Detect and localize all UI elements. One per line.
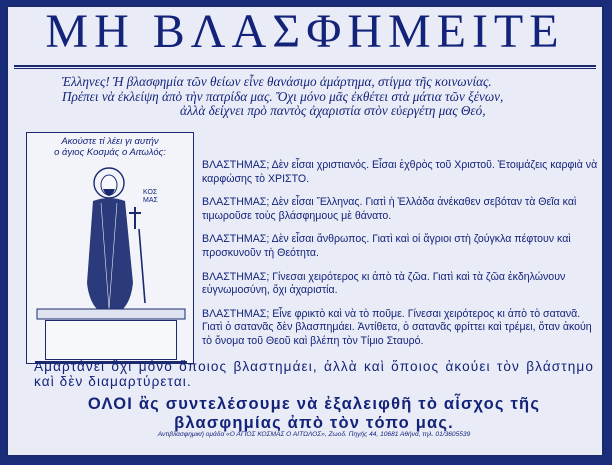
entry-text: Δὲν εἶσαι ἄνθρωπος. Γιατὶ καὶ οἱ ἄγριοι στὴ ζούγκλα πέφτουν καὶ προσκυνοῦν τὴ Θεότητα. [202,233,571,259]
page-title: ΜΗ ΒΛΑΣΦΗΜΕΙΤΕ [45,5,565,58]
picture-caption-line-1: Ακούστε τί λέει γι αυτήν [61,136,159,147]
entry-text: Γίνεσαι χειρότερος κι ἀπὸ τὰ ζῶα. Γιατὶ καὶ τὰ ζῶα ἐκδηλώνουν εὐγνωμοσύνη, ὄχι ἀχαριστία. [202,270,566,297]
intro-line-3: ἀλλὰ δείχνει πρὸ παντὸς ἀχαριστία στὸν εὐεργέτη μας Θεό, [180,103,486,119]
entry-label: ΒΛΑΣΤΗΜΑΣ; [202,233,270,246]
entry-label: ΒΛΑΣΤΗΜΑΣ; [202,196,270,209]
warning-entry [202,271,600,298]
intro-line-1: Έλληνες! Ή βλασφημία τῶν θείων εἶνε θανάσιμο ἁμάρτημα, στίγμα τῆς κοινωνίας. [62,74,492,89]
listener-warning: Ἁμαρτάνει ὄχι μόνο ὅποιος βλαστημάει, ἀλλὰ καὶ ὅποιος ἀκούει τὸν βλάστημο καὶ δὲν διαμαρτύρεται. [34,359,594,389]
entry-label: ΒΛΑΣΤΗΜΑΣ; [202,270,270,283]
warning-entry [202,196,600,223]
publisher-footer: Αντιβλασφημική ομάδα «Ο ΑΓΙΟΣ ΚΟΣΜΑΣ Ο ΑΙΤΩΛΟΣ», Ζωοδ. Πηγής 44, 10681 Αθήνα, τηλ. 01/3605539 [157,431,471,438]
warning-entry [202,159,600,186]
intro-paragraph [62,75,582,119]
entry-text: Δὲν εἶσαι χριστιανός. Εἶσαι ἐχθρὸς τοῦ Χριστοῦ. Ἑτοιμάζεις καρφιὰ νὰ καρφώσης τὸ ΧΡΙΣΤΟ. [202,159,598,185]
saint-picture-panel [26,132,194,364]
icon-inscription: ΚΟΣ ΜΑΣ [143,189,158,204]
entry-label: ΒΛΑΣΤΗΜΑΣ; [202,159,270,171]
title-divider [14,65,596,67]
intro-line-2: Πρέπει νὰ ἐκλείψη ἀπὸ τὴν πατρίδα μας. Ὄχι μόνο μᾶς ἐκθέτει στὰ μάτια τῶν ξένων, [62,88,504,104]
leaflet [6,5,604,457]
warning-entry [202,233,600,260]
entry-text: Δὲν εἶσαι Ἕλληνας. Γιατὶ ἡ Ἑλλάδα ἀνέκαθεν σεβόταν τὰ Θεῖα καὶ τιμωροῦσε τοὺς βλάσφημους μὲ θάνατο. [202,196,577,222]
pedestal-plaque [45,320,177,360]
warnings-list [202,159,600,359]
call-to-action: ΟΛΟΙ ἂς συντελέσουμε νὰ ἐξαλειφθῆ τὸ αἶσχος τῆς βλασφημίας ἀπὸ τὸν τόπο μας. [87,395,541,432]
picture-caption-line-2: ο άγιος Κοσμάς ο Αιτωλός: [54,147,166,158]
entry-label: ΒΛΑΣΤΗΜΑΣ; [202,307,270,320]
entry-text: Εἶνε φρικτὸ καὶ νὰ τὸ ποῦμε. Γίνεσαι χειρότερος κι ἀπὸ τὸ σατανᾶ. Γιατὶ ὁ σατανᾶς δὲν βλασπημάει. Ἀντίθετα, ὁ σατανᾶς φρίττει καὶ τρέμει, ὅταν ἀκούη τὸ ὄνομα τοῦ Θεοῦ καὶ βλέπη τὸν Τίμιο Σταυρό. [202,307,592,347]
title-divider-thin [14,68,596,69]
warning-entry [202,308,600,349]
